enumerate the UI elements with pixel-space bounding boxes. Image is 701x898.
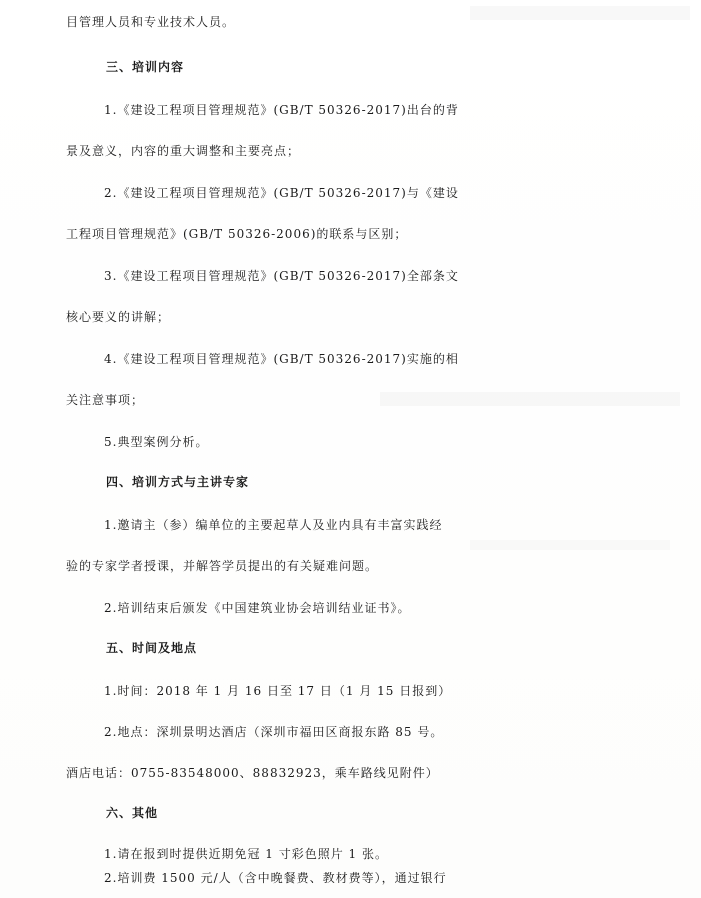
text-line: 4.《建设工程项目管理规范》(GB/T 50326-2017)实施的相 [104,352,459,366]
text-line: 1.邀请主（参）编单位的主要起草人及业内具有丰富实践经 [104,518,443,532]
section-heading: 三、培训内容 [106,60,185,74]
text-line: 2.培训结束后颁发《中国建筑业协会培训结业证书》。 [104,601,411,615]
text-line: 2.《建设工程项目管理规范》(GB/T 50326-2017)与《建设 [104,186,459,200]
text-line: 目管理人员和专业技术人员。 [66,15,236,29]
text-line: 景及意义，内容的重大调整和主要亮点； [66,144,301,158]
text-line: 验的专家学者授课，并解答学员提出的有关疑难问题。 [66,559,379,573]
text-line: 1.《建设工程项目管理规范》(GB/T 50326-2017)出台的背 [104,103,459,117]
text-line: 核心要义的讲解； [66,310,171,324]
text-line: 2.地点：深圳景明达酒店（深圳市福田区商报东路 85 号。 [104,725,444,739]
text-line: 3.《建设工程项目管理规范》(GB/T 50326-2017)全部条文 [104,269,459,283]
text-line: 酒店电话：0755-83548000、88832923，乘车路线见附件） [66,766,439,780]
section-heading: 六、其他 [106,806,159,820]
bleed-through-mark [470,540,670,550]
text-line: 1.请在报到时提供近期免冠 1 寸彩色照片 1 张。 [104,847,388,861]
text-line: 1.时间：2018 年 1 月 16 日至 17 日（1 月 15 日报到） [104,684,452,698]
section-heading: 四、培训方式与主讲专家 [106,475,250,489]
section-heading: 五、时间及地点 [106,641,198,655]
text-line: 关注意事项； [66,393,145,407]
text-line: 2.培训费 1500 元/人（含中晚餐费、教材费等），通过银行 [104,871,447,885]
text-line: 工程项目管理规范》(GB/T 50326-2006)的联系与区别； [66,227,408,241]
text-line: 5.典型案例分析。 [104,435,209,449]
